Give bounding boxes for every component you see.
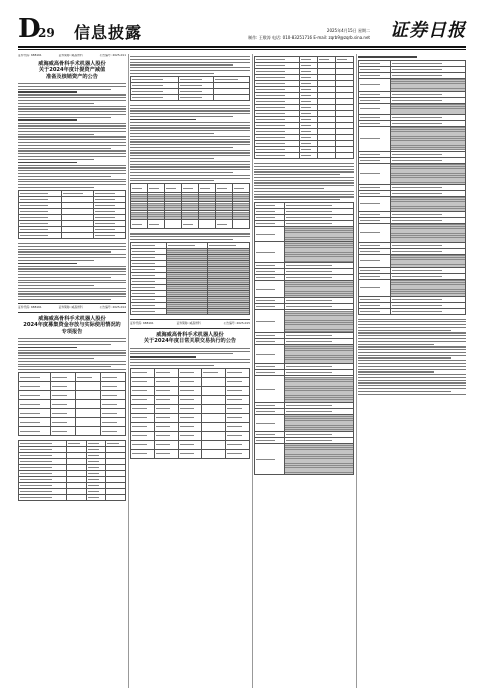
data-table: [130, 183, 250, 229]
stock-code: 证券代码: 688161: [18, 305, 42, 310]
page-header: [18, 14, 466, 48]
data-table: [254, 202, 354, 475]
data-table: [130, 242, 250, 315]
data-table: [18, 372, 126, 436]
article-body: [18, 243, 126, 300]
article-body: [254, 163, 354, 200]
title-line: 威海威高骨科手术机器人股份: [38, 60, 106, 67]
notice-number: 公告编号: 2025-011: [99, 54, 126, 57]
title-line: 专项报告: [61, 328, 83, 335]
section-title: 信息披露: [74, 23, 143, 42]
section-letter: D: [18, 14, 41, 44]
column-4: [358, 54, 466, 688]
column-divider: [128, 54, 129, 688]
data-table: [18, 440, 126, 501]
stock-short-name: 证券简称: 威高骨科: [58, 305, 83, 310]
column-3: [254, 54, 354, 688]
article-code-row: [18, 306, 126, 310]
article-code-row: [18, 54, 126, 58]
title-line: 关于2024年度计提资产减值: [38, 67, 106, 73]
article-body: [18, 83, 126, 188]
article-code-row: [130, 322, 250, 326]
column-1: [18, 54, 126, 688]
article-title: [130, 332, 250, 345]
article-title: [18, 316, 126, 336]
title-line: 准备及核销资产的公告: [46, 73, 98, 80]
title-line: 威海威高骨科手术机器人股份: [38, 315, 106, 322]
section-number: 29: [38, 26, 55, 40]
data-table: [18, 190, 126, 239]
article-title: [18, 61, 126, 81]
article-body: [18, 338, 126, 370]
data-table: [130, 368, 250, 459]
title-line: 2024年度募集资金存放与实际使用情况的: [23, 322, 121, 329]
stock-code: 证券代码: 688161: [130, 321, 154, 326]
notice-number: 公告编号: 2025-014: [99, 305, 126, 310]
data-table: [358, 60, 466, 315]
stock-short-name: 证券简称: 威高骨科: [176, 321, 201, 326]
data-table: [130, 76, 250, 101]
editor-contact: 制作: 王敬涛 电话: 010-83251716 E-mail: zqrb9@zqrb.sina.net: [248, 35, 370, 40]
article-body: [130, 105, 250, 182]
column-divider: [356, 54, 357, 688]
article-body: [358, 319, 466, 395]
stock-short-name: 证券简称: 威高骨科: [58, 54, 83, 57]
article-separator: [130, 319, 250, 329]
stock-code: 证券代码: 688161: [18, 54, 42, 57]
column-divider: [252, 54, 253, 688]
column-2: [130, 54, 250, 688]
notice-number: 公告编号: 2025-015: [223, 321, 250, 326]
title-line: 关于2024年度日常关联交易执行的公告: [143, 338, 237, 345]
article-body: [358, 56, 466, 58]
issue-date: 2025年4月15日 星期二: [326, 28, 370, 33]
newspaper-logo: 证券日报: [390, 20, 466, 41]
article-body: [130, 56, 250, 74]
article-body: [130, 348, 250, 366]
title-line: 威海威高骨科手术机器人股份: [156, 331, 224, 338]
header-rule: [18, 46, 466, 48]
article-separator: [18, 303, 126, 313]
header-rule-thin: [18, 49, 466, 50]
data-table: [254, 56, 354, 159]
article-body: [130, 233, 250, 240]
